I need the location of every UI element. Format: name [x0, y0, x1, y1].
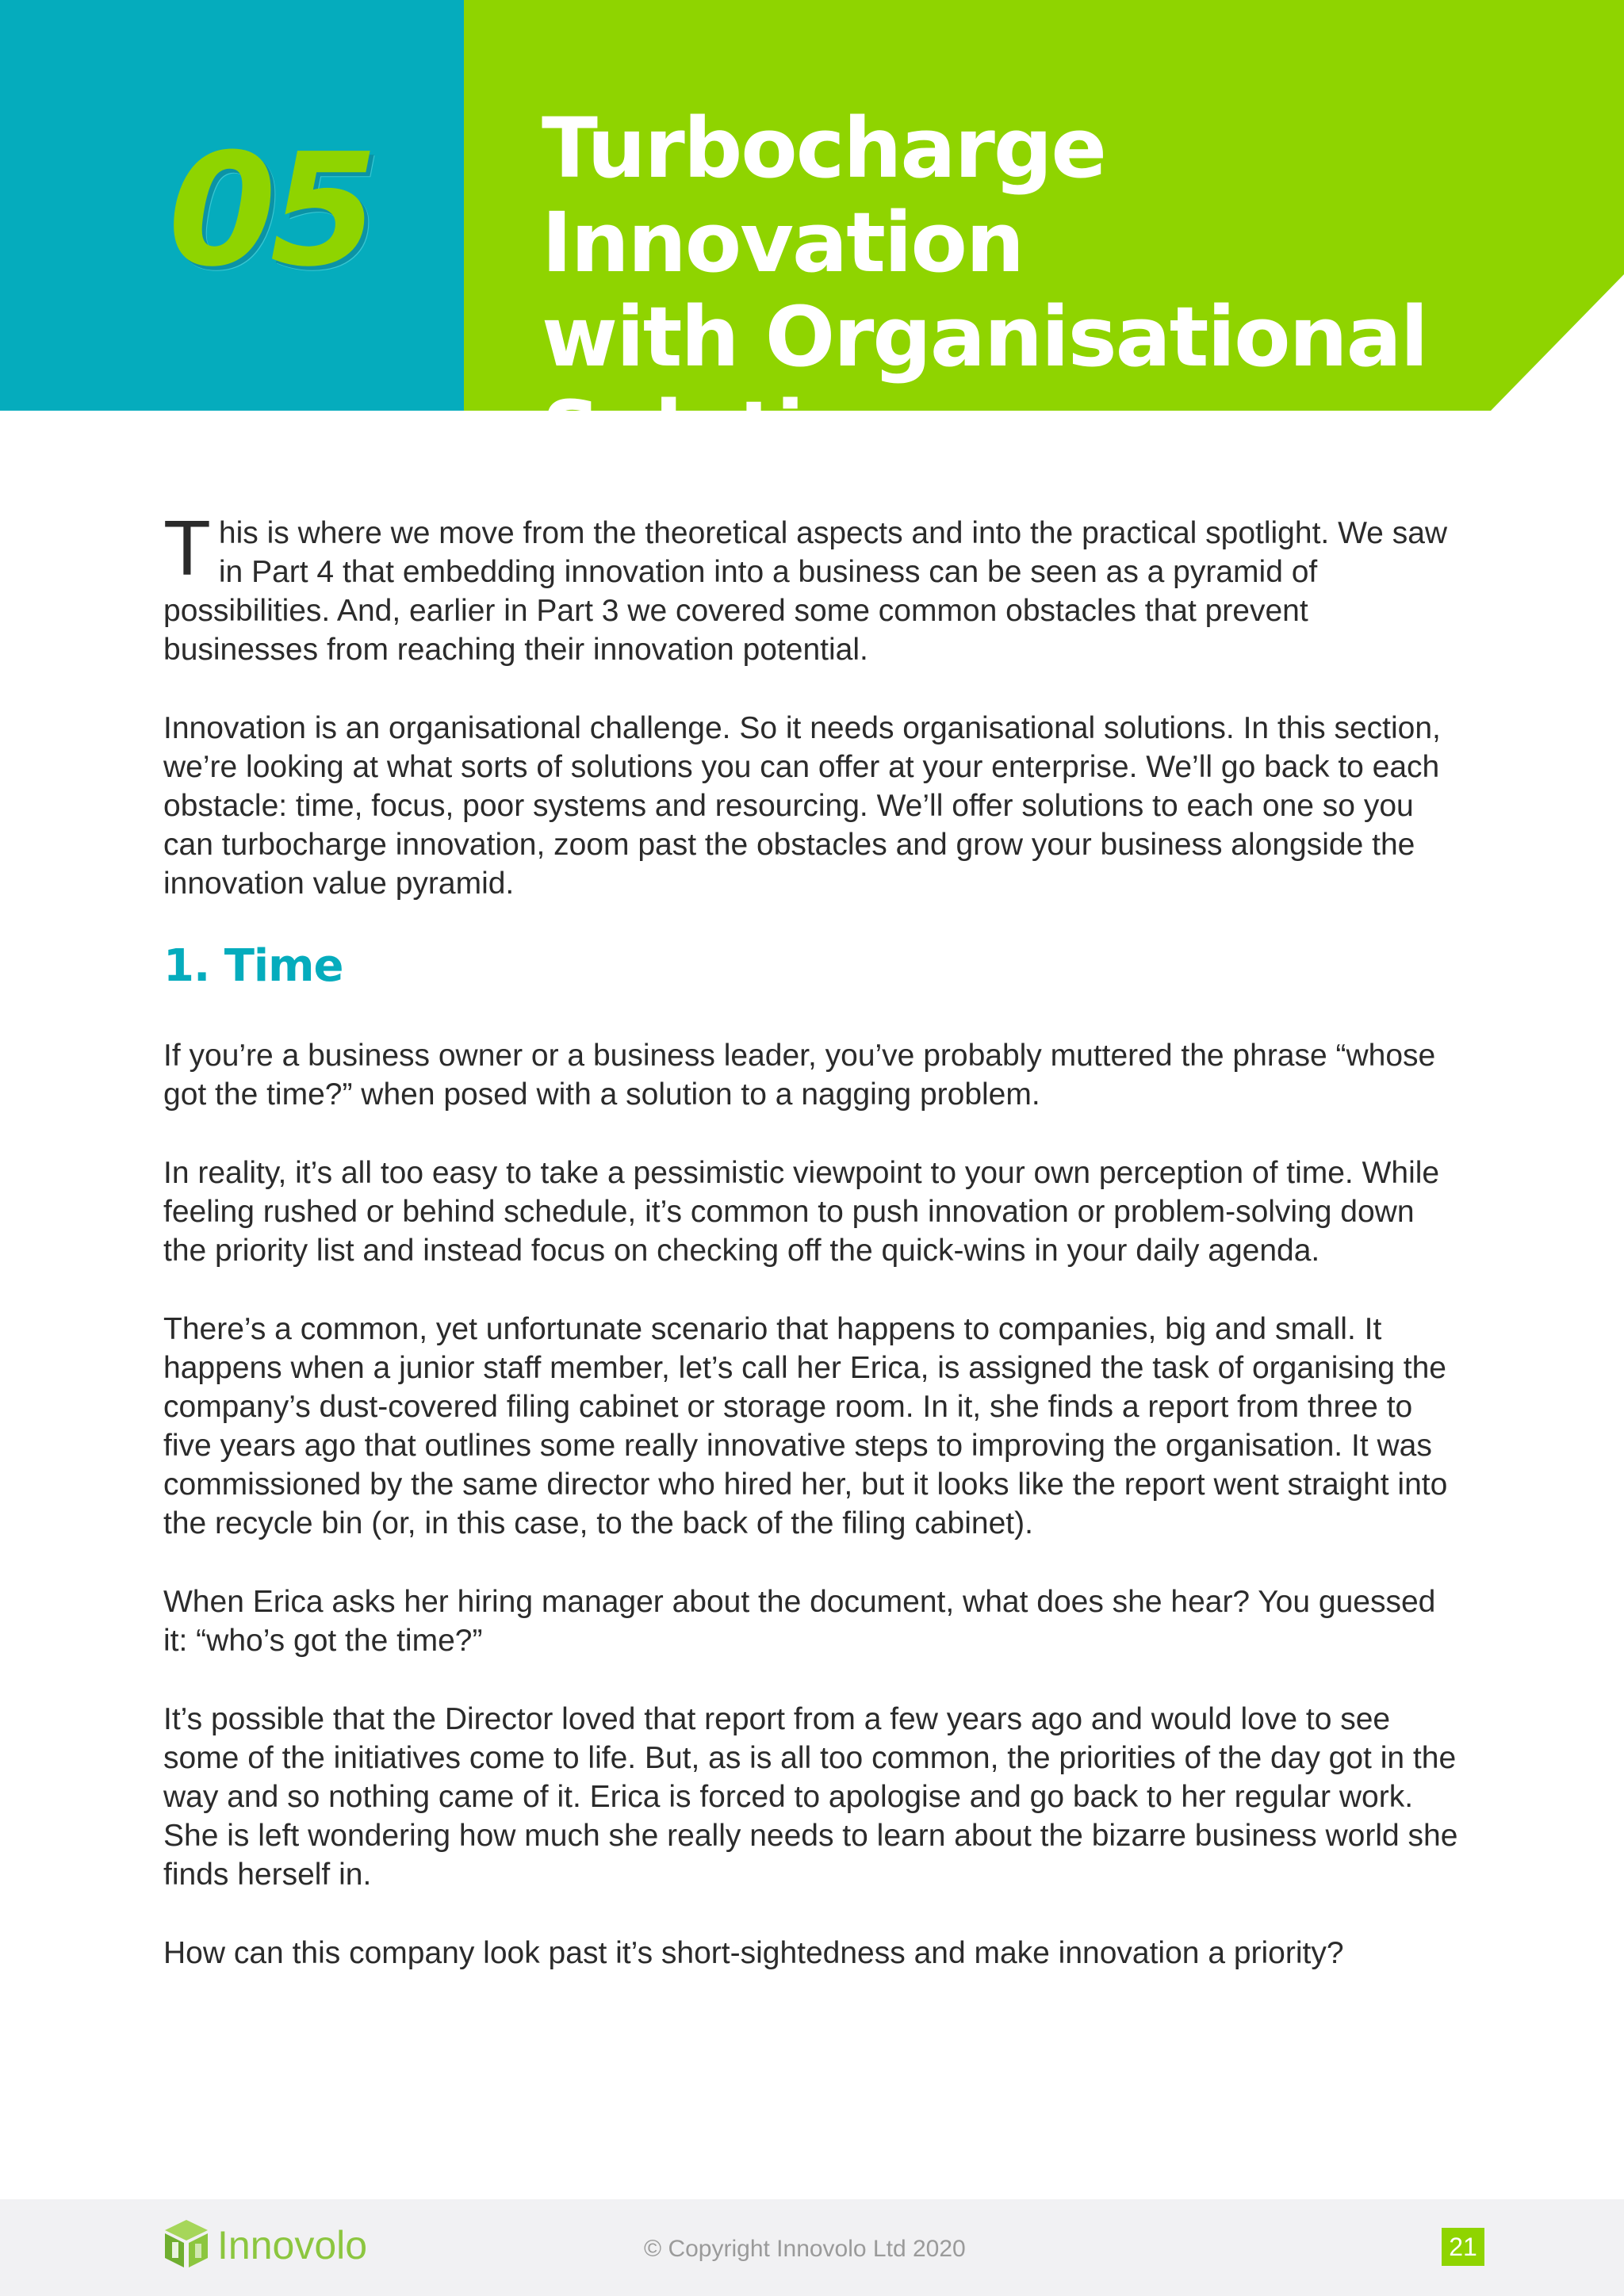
chapter-title-line: Solutions — [542, 383, 963, 480]
chapter-title-line: Turbocharge Innovation — [542, 100, 1105, 291]
body-content — [163, 504, 1464, 2012]
chapter-title — [542, 101, 1572, 479]
copyright-notice: © Copyright Innovolo Ltd 2020 — [644, 2236, 966, 2262]
intro-paragraph-text: his is where we move from the theoretical aspects and into the practical spotlight. We saw in Part 4 that embedding innovation into a business can be seen as a pyramid of possibilities. And, earlier in Part 3 we covered some common obstacles that prevent businesses from reaching their innovation potential. — [163, 516, 1448, 667]
chapter-title-line: with Organisational — [542, 289, 1427, 385]
body-paragraph: There’s a common, yet unfortunate scenario that happens to companies, big and small. It happens when a junior staff member, let’s call her Erica, is assigned the task of organising the company’s dust-covered filing cabinet or storage room. In it, she finds a report from three to five years ago that outlines some really innovative steps to improving the organisation. It was commissioned by the same director who hired her, but it looks like the report went straight into the recycle bin (or, in this case, to the back of the filing cabinet). — [163, 1312, 1448, 1540]
brand-name: Innovolo — [217, 2223, 368, 2267]
body-paragraph: It’s possible that the Director loved that report from a few years ago and would love to see some of the initiatives come to life. But, as is all too common, the priorities of the day got in the way and so nothing came of it. Erica is forced to apologise and go back to her regular work. She is left wondering how much she really needs to learn about the bizarre business world she finds herself in. — [163, 1702, 1458, 1892]
body-paragraph: How can this company look past it’s short-sightedness and make innovation a priority? — [163, 1936, 1344, 1970]
body-paragraph: When Erica asks her hiring manager about the document, what does she hear? You guessed it: “who’s got the time?” — [163, 1585, 1436, 1658]
innovolo-cube-logo-icon — [162, 2218, 211, 2271]
body-paragraph: In reality, it’s all too easy to take a pessimistic viewpoint to your own perception of time. While feeling rushed or behind schedule, it’s common to push innovation or problem-solving down the priority list and instead focus on checking off the quick-wins in your daily agenda. — [163, 1156, 1440, 1268]
chapter-number: 05 — [168, 121, 372, 301]
body-paragraph: If you’re a business owner or a business leader, you’ve probably muttered the phrase “whose got the time?” when posed with a solution to a nagging problem. — [163, 1039, 1436, 1112]
intro-paragraph — [163, 504, 1464, 669]
chapter-number-panel — [0, 0, 464, 411]
page-number: 21 — [1442, 2228, 1484, 2266]
drop-cap: T — [163, 504, 211, 591]
intro-paragraph-2: Innovation is an organisational challenge. So it needs organisational solutions. In this section, we’re looking at what sorts of solutions you can offer at your enterprise. We’ll go back to each obstacle: time, focus, poor systems and resourcing. We’ll offer solutions to each one so you can turbocharge innovation, zoom past the obstacles and grow your business alongside the innovation value pyramid. — [163, 711, 1441, 901]
chapter-header — [0, 0, 1624, 480]
section-heading: 1. Time — [163, 940, 343, 992]
